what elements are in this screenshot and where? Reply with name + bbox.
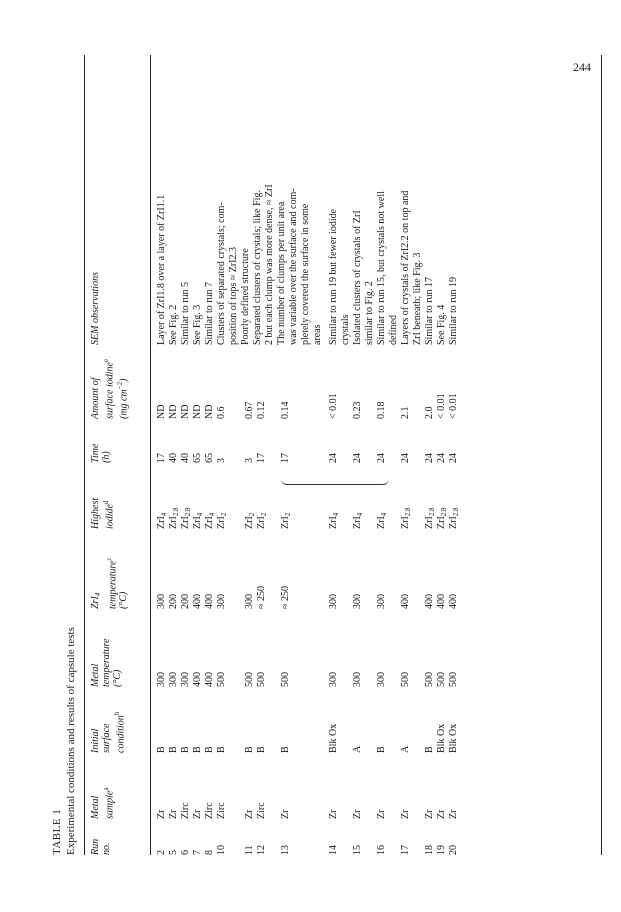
cell-sem-observation: See Fig. 3 <box>192 304 203 345</box>
cell-amount: ND <box>192 404 203 419</box>
cell-zri4-temp: 200 <box>168 594 179 609</box>
cell-amount: 0.67 <box>244 401 255 419</box>
iodide-subscript: 2.8 <box>428 507 436 517</box>
cell-amount: < 0.01 <box>448 393 459 419</box>
iodide-subscript: 2.8 <box>440 507 448 517</box>
header-highest-text: iodide <box>104 504 116 529</box>
cell-metal-temp: 300 <box>352 672 363 687</box>
iodide-subscript: 2.8 <box>404 507 412 517</box>
cell-sem-observation: Clusters of separated crystals; com- <box>216 202 227 345</box>
cell-time: 24 <box>448 453 459 463</box>
cell-run: 14 <box>328 845 339 855</box>
cell-amount: < 0.01 <box>328 393 339 419</box>
cell-sem-observation: Layers of crystals of ZrI2.2 on top and <box>400 190 411 345</box>
header-initial <box>90 712 126 753</box>
cell-zri4-temp: 400 <box>192 594 203 609</box>
header-zri4-temp-text: temperature <box>107 560 119 609</box>
cell-run: 18 <box>424 845 435 855</box>
cell-metal-temp: 500 <box>216 672 227 687</box>
header-run <box>90 839 112 855</box>
cell-initial: Blk Ox <box>436 723 447 753</box>
header-initial-line2: surface <box>101 723 112 753</box>
cell-metal: Zr <box>436 809 447 819</box>
cell-run: 20 <box>448 845 459 855</box>
cell-metal: Zr <box>328 809 339 819</box>
iodide-subscript: 2 <box>260 512 268 517</box>
cell-metal-temp: 300 <box>180 672 191 687</box>
cell-amount: 0.6 <box>216 406 227 419</box>
cell-initial: A <box>400 745 411 753</box>
cell-amount: 2.1 <box>400 406 411 419</box>
cell-metal: Zirc <box>216 802 227 819</box>
iodide-subscript: 2 <box>220 512 228 517</box>
iodide-subscript: 4 <box>356 512 364 517</box>
cell-metal: Zr <box>192 809 203 819</box>
header-zri4-line3: (°C) <box>118 591 130 609</box>
cell-sem-observation: position of tops ≈ ZrI2.3 <box>228 247 239 345</box>
cell-metal: Zr <box>156 809 167 819</box>
cell-sem-observation: defined <box>388 315 399 345</box>
header-sem-text: SEM observations <box>90 271 101 345</box>
cell-metal-temp: 300 <box>156 672 167 687</box>
cell-metal: Zr <box>376 809 387 819</box>
rotated-table <box>50 55 610 855</box>
header-amount-sup: e <box>102 358 110 363</box>
cell-metal-temp: 400 <box>204 672 215 687</box>
header-initial-sup: b <box>113 711 121 716</box>
cell-run: 8 <box>204 850 215 855</box>
header-amount-line1: Amount of <box>90 377 101 419</box>
cell-sem-observation: See Fig. 2 <box>168 304 179 345</box>
cell-zri4-temp: 400 <box>204 594 215 609</box>
cell-time: 17 <box>256 453 267 463</box>
header-amount-line2 <box>101 359 115 419</box>
cell-initial: Blk Ox <box>328 723 339 753</box>
cell-metal: Zr <box>400 809 411 819</box>
header-metal-text: sample <box>104 790 116 819</box>
iodide-formula: ZrI <box>256 516 267 529</box>
cell-time: 24 <box>352 453 363 463</box>
iodide-formula: ZrI <box>216 516 227 529</box>
cell-run: 11 <box>244 845 255 855</box>
cell-metal-temp: 300 <box>376 672 387 687</box>
cell-highest-iodide <box>256 513 270 529</box>
cell-time: 24 <box>376 453 387 463</box>
cell-metal-temp: 400 <box>192 672 203 687</box>
cell-highest-iodide <box>400 507 414 529</box>
cell-time: 24 <box>328 453 339 463</box>
cell-metal: Zr <box>244 809 255 819</box>
iodide-subscript: 2.8 <box>452 507 460 517</box>
cell-sem-observation: Similar to run 19 <box>448 276 459 345</box>
header-amount-unit: (mg cm <box>118 389 130 419</box>
cell-zri4-temp: 300 <box>216 594 227 609</box>
header-amount-line3 <box>115 359 129 419</box>
cell-metal-temp: 500 <box>256 672 267 687</box>
cell-sem-observation: Similar to run 15, but crystals not well <box>376 191 387 345</box>
header-highest <box>90 498 115 529</box>
cell-time: 24 <box>436 453 447 463</box>
cell-zri4-temp: 300 <box>244 594 255 609</box>
iodide-subscript: 4 <box>208 512 216 517</box>
cell-amount: 2.0 <box>424 406 435 419</box>
cell-metal: Zirc <box>256 802 267 819</box>
header-mtemp-line1: Metal <box>90 663 101 687</box>
cell-sem-observation: areas <box>312 324 323 345</box>
iodide-formula: ZrI <box>180 516 191 529</box>
cell-metal: Zirc <box>204 802 215 819</box>
cell-run: 17 <box>400 845 411 855</box>
cell-run: 10 <box>216 845 227 855</box>
header-zri4-line1 <box>90 557 104 609</box>
iodide-formula: ZrI <box>328 516 339 529</box>
cell-initial: B <box>376 746 387 753</box>
cell-sem-observation: Layer of ZrI1.8 over a layer of ZrI1.1 <box>156 194 167 345</box>
cell-highest-iodide <box>216 513 230 529</box>
cell-run: 15 <box>352 845 363 855</box>
cell-amount: 0.14 <box>280 401 291 419</box>
iodide-formula: ZrI <box>156 516 167 529</box>
cell-initial: B <box>168 746 179 753</box>
cell-amount: ND <box>204 404 215 419</box>
header-run-line1: Run <box>90 838 101 855</box>
cell-metal: Zr <box>168 809 179 819</box>
cell-zri4-temp: 300 <box>352 594 363 609</box>
iodide-formula: ZrI <box>400 516 411 529</box>
header-time <box>90 444 112 463</box>
cell-zri4-temp: 400 <box>424 594 435 609</box>
bottom-rule <box>601 55 602 855</box>
iodide-subscript: 4 <box>196 512 204 517</box>
cell-sem-observation: Similar to run 17 <box>424 276 435 345</box>
iodide-subscript: 4 <box>160 512 168 517</box>
cell-time: 3 <box>216 458 227 463</box>
page-number: 244 <box>573 60 591 74</box>
cell-sem-observation: Similar to run 7 <box>204 281 215 345</box>
cell-metal-temp: 500 <box>400 672 411 687</box>
cell-sem-observation: similar to Fig. 2 <box>364 281 375 345</box>
cell-metal-temp: 300 <box>168 672 179 687</box>
header-mtemp-line3: (°C) <box>112 669 123 687</box>
cell-highest-iodide <box>280 513 294 529</box>
header-sem <box>90 272 101 345</box>
cell-zri4-temp: 400 <box>400 594 411 609</box>
header-metal-line1: Metal <box>90 795 101 819</box>
cell-initial: B <box>192 746 203 753</box>
iodide-subscript: 2.8 <box>172 507 180 517</box>
cell-sem-observation: See Fig. 4 <box>436 304 447 345</box>
cell-highest-iodide <box>328 513 342 529</box>
cell-initial: B <box>256 746 267 753</box>
cell-metal: Zirc <box>180 802 191 819</box>
cell-run: 7 <box>192 850 203 855</box>
cell-time: 3 <box>244 458 255 463</box>
cell-run: 13 <box>280 845 291 855</box>
iodide-formula: ZrI <box>448 516 459 529</box>
cell-metal: Zr <box>424 809 435 819</box>
cell-metal-temp: 500 <box>244 672 255 687</box>
iodide-formula: ZrI <box>204 516 215 529</box>
header-time-line1: Time <box>90 443 101 463</box>
iodide-formula: ZrI <box>352 516 363 529</box>
header-amount-exp: −2 <box>116 381 125 390</box>
cell-time: 24 <box>424 453 435 463</box>
iodide-subscript: 4 <box>380 512 388 517</box>
cell-run: 16 <box>376 845 387 855</box>
header-amount <box>90 359 130 419</box>
cell-amount: 0.23 <box>352 401 363 419</box>
table-caption <box>50 627 78 855</box>
cell-initial: B <box>204 746 215 753</box>
cell-metal-temp: 500 <box>424 672 435 687</box>
header-mtemp-line2: temperature <box>101 638 112 687</box>
header-zri4-temp <box>90 557 129 609</box>
cell-metal: Zr <box>448 809 459 819</box>
table-label: TABLE 1 <box>51 808 63 855</box>
cell-sem-observation: Separated clusters of crystals; like Fig. <box>252 190 263 345</box>
cell-amount: 0.12 <box>256 401 267 419</box>
cell-sem-observation: Poorly defined structure <box>240 248 251 345</box>
header-rule <box>150 55 151 855</box>
header-metal-sup: a <box>102 787 110 791</box>
cell-amount: < 0.01 <box>436 393 447 419</box>
cell-initial: Blk Ox <box>448 723 459 753</box>
header-initial-line3 <box>112 712 126 753</box>
header-zri4-sub: 4 <box>94 592 102 597</box>
top-rule <box>84 55 85 855</box>
cell-run: 19 <box>436 845 447 855</box>
cell-highest-iodide <box>376 513 390 529</box>
iodide-formula: ZrI <box>436 516 447 529</box>
cell-zri4-temp: 400 <box>448 594 459 609</box>
header-metal-temp <box>90 638 123 687</box>
header-metal-line2 <box>101 788 115 819</box>
cell-sem-observation: pletely covered the surface in some <box>300 203 311 345</box>
cell-time: 40 <box>168 453 179 463</box>
table-title: Experimental conditions and results of capsule tests <box>65 627 77 855</box>
cell-sem-observation: Similar to run 19 but fewer iodide <box>328 208 339 345</box>
cell-sem-observation: Similar to run 5 <box>180 281 191 345</box>
cell-zri4-temp: 300 <box>328 594 339 609</box>
iodide-formula: ZrI <box>424 516 435 529</box>
cell-initial: B <box>424 746 435 753</box>
header-highest-line1: Highest <box>90 497 101 529</box>
cell-amount: ND <box>168 404 179 419</box>
cell-zri4-temp: 400 <box>436 594 447 609</box>
cell-highest-iodide <box>448 507 462 529</box>
cell-metal-temp: 500 <box>280 672 291 687</box>
cell-time: 17 <box>280 453 291 463</box>
header-metal <box>90 788 115 819</box>
cell-zri4-temp: ≈ 250 <box>256 586 267 609</box>
cell-initial: B <box>180 746 191 753</box>
cell-sem-observation: 2 but each clump was more dense, ≈ ZrI <box>264 184 275 345</box>
iodide-subscript: 4 <box>332 512 340 517</box>
header-highest-sup: d <box>102 500 110 504</box>
header-zri4-sup: c <box>105 557 113 561</box>
row-group-brace <box>281 478 389 485</box>
cell-initial: B <box>216 746 227 753</box>
cell-amount: ND <box>156 404 167 419</box>
cell-amount: 0.18 <box>376 401 387 419</box>
iodide-subscript: 2 <box>248 512 256 517</box>
iodide-subscript: 2.8 <box>184 507 192 517</box>
cell-highest-iodide <box>352 513 366 529</box>
cell-metal-temp: 300 <box>328 672 339 687</box>
cell-run: 6 <box>180 850 191 855</box>
header-zri4-line2 <box>104 557 118 609</box>
cell-time: 65 <box>204 453 215 463</box>
iodide-formula: ZrI <box>168 516 179 529</box>
cell-metal-temp: 500 <box>448 672 459 687</box>
cell-sem-observation: crystals <box>340 314 351 345</box>
cell-sem-observation: Isolated clusters of crystals of ZrI <box>352 210 363 345</box>
header-highest-line2 <box>101 498 115 529</box>
header-amount-text: surface iodine <box>104 362 116 419</box>
cell-time: 65 <box>192 453 203 463</box>
header-initial-line1: Initial <box>90 728 101 753</box>
header-time-line2: (h) <box>101 451 112 463</box>
iodide-subscript: 2 <box>284 512 292 517</box>
cell-sem-observation: was variable over the surface and com- <box>288 188 299 345</box>
cell-run: 12 <box>256 845 267 855</box>
cell-metal-temp: 500 <box>436 672 447 687</box>
iodide-formula: ZrI <box>244 516 255 529</box>
cell-time: 40 <box>180 453 191 463</box>
header-initial-text: condition <box>115 715 127 753</box>
cell-amount: ND <box>180 404 191 419</box>
cell-initial: B <box>280 746 291 753</box>
header-run-line2: no. <box>101 842 112 855</box>
cell-zri4-temp: 200 <box>180 594 191 609</box>
cell-initial: B <box>156 746 167 753</box>
cell-run: 2 <box>156 850 167 855</box>
iodide-formula: ZrI <box>280 516 291 529</box>
cell-time: 17 <box>156 453 167 463</box>
iodide-formula: ZrI <box>376 516 387 529</box>
header-zri4-text: ZrI <box>90 596 101 609</box>
cell-initial: B <box>244 746 255 753</box>
header-amount-close: ) <box>118 378 130 382</box>
cell-metal: Zr <box>280 809 291 819</box>
cell-run: 5 <box>168 850 179 855</box>
cell-metal: Zr <box>352 809 363 819</box>
iodide-formula: ZrI <box>192 516 203 529</box>
cell-zri4-temp: 300 <box>376 594 387 609</box>
cell-sem-observation: The number of clumps per unit area <box>276 201 287 345</box>
cell-zri4-temp: 300 <box>156 594 167 609</box>
cell-sem-observation: ZrI beneath; like Fig. 3 <box>412 252 423 345</box>
cell-initial: A <box>352 745 363 753</box>
cell-zri4-temp: ≈ 250 <box>280 586 291 609</box>
cell-time: 24 <box>400 453 411 463</box>
